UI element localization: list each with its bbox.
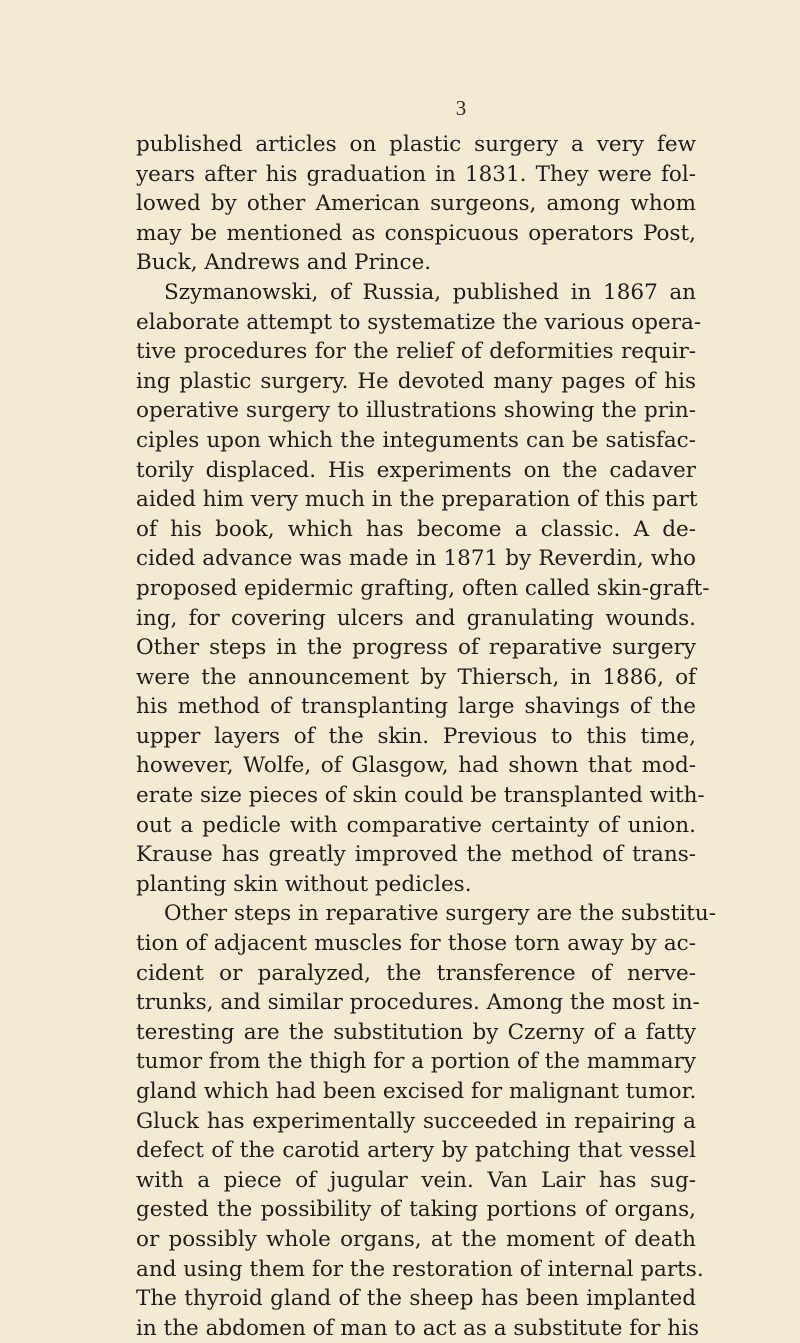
body-text	[136, 130, 716, 1343]
text-line: and using them for the restoration of internal parts.	[136, 1256, 704, 1282]
text-line: his method of transplanting large shavings of the	[136, 694, 696, 720]
text-line: Szymanowski, of Russia, published in 1867 an	[164, 279, 696, 305]
text-line: tumor from the thigh for a portion of the mammary	[136, 1049, 696, 1075]
text-line: The thyroid gland of the sheep has been implanted	[136, 1286, 696, 1312]
text-line: Gluck has experimentally succeeded in repairing a	[136, 1108, 696, 1134]
text-line: gested the possibility of taking portions of organs,	[136, 1197, 696, 1223]
text-line: or possibly whole organs, at the moment of death	[136, 1226, 696, 1252]
text-line: out a pedicle with comparative certainty of union.	[136, 812, 696, 838]
text-line: Krause has greatly improved the method of trans-	[136, 842, 696, 868]
text-line: Other steps in reparative surgery are the substitu-	[164, 901, 716, 927]
text-line: erate size pieces of skin could be transplanted with-	[136, 783, 705, 809]
text-line: tive procedures for the relief of deformities requir-	[136, 339, 696, 365]
text-line: teresting are the substitution by Czerny of a fatty	[136, 1019, 696, 1045]
text-line: with a piece of jugular vein. Van Lair has sug-	[136, 1167, 696, 1193]
text-line: operative surgery to illustrations showing the prin-	[136, 398, 696, 424]
text-line: cident or paralyzed, the transference of nerve-	[136, 960, 696, 986]
text-line: aided him very much in the preparation of this part	[136, 487, 698, 513]
text-line: Buck, Andrews and Prince.	[136, 250, 432, 276]
text-line: gland which had been excised for malignant tumor.	[136, 1079, 697, 1104]
text-line: cided advance was made in 1871 by Reverdin, who	[136, 546, 696, 572]
text-line: of his book, which has become a classic. A de-	[136, 516, 696, 542]
text-line: years after his graduation in 1831. They were fol-	[136, 161, 696, 187]
page-number: 3	[455, 96, 467, 120]
text-line: torily displaced. His experiments on the cadaver	[136, 457, 696, 483]
text-line: tion of adjacent muscles for those torn away by ac-	[136, 931, 696, 957]
text-line: were the announcement by Thiersch, in 1886, of	[136, 664, 696, 690]
text-line: ing plastic surgery. He devoted many pages of his	[136, 368, 696, 394]
text-line: may be mentioned as conspicuous operators Post,	[136, 220, 696, 246]
text-line: lowed by other American surgeons, among whom	[136, 191, 696, 217]
text-line: trunks, and similar procedures. Among the most in-	[136, 990, 700, 1016]
text-line: elaborate attempt to systematize the various opera-	[136, 309, 702, 335]
text-line: ing, for covering ulcers and granulating wounds.	[136, 605, 696, 631]
text-line: upper layers of the skin. Previous to this time,	[136, 723, 696, 749]
text-line: in the abdomen of man to act as a substitute for his	[136, 1315, 700, 1341]
text-line: planting skin without pedicles.	[136, 871, 472, 897]
text-line: proposed epidermic grafting, often called skin-graft-	[136, 575, 710, 601]
text-line: ciples upon which the integuments can be satisfac-	[136, 427, 696, 453]
text-line: Other steps in the progress of reparative surgery	[136, 635, 696, 661]
text-line: however, Wolfe, of Glasgow, had shown that mod-	[136, 753, 696, 779]
text-line: published articles on plastic surgery a very few	[136, 132, 696, 157]
text-line: defect of the carotid artery by patching that vessel	[136, 1138, 696, 1164]
